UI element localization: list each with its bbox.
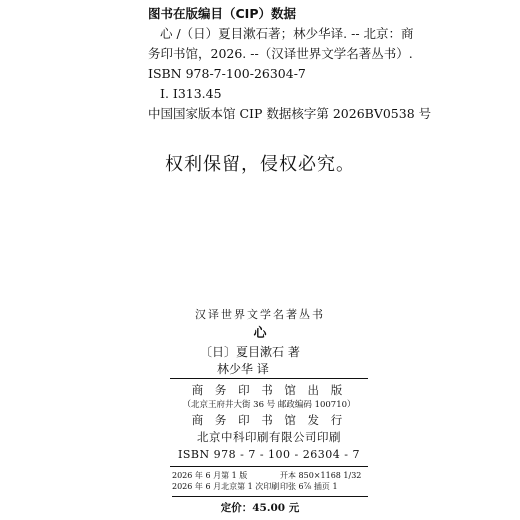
cip-title: 图书在版编目（CIP）数据 [148, 6, 296, 21]
price-line: 定价：45.00 元 [220, 502, 300, 514]
publisher-line: 商 务 印 书 馆 出 版 [191, 383, 347, 397]
author-line: 〔日〕夏目漱石 著 [200, 345, 300, 359]
printing-line: 2026 年 6 月北京第 1 次印刷 [172, 482, 280, 491]
book-title: 心 [253, 326, 267, 341]
cip-line-2: 务印书馆，2026. --（汉译世界文学名著丛书）. [148, 46, 413, 61]
imprint-box [170, 378, 368, 467]
cip-line-5: 中国国家版本馆 CIP 数据核字第 2026BV0538 号 [148, 106, 432, 121]
distributor-line: 商 务 印 书 馆 发 行 [191, 413, 347, 427]
sheets-line: 印张 6⅞ 插页 1 [280, 482, 338, 491]
edition-info-left [172, 470, 279, 492]
address-line: （北京王府井大街 36 号 邮政编码 100710） [182, 400, 356, 410]
isbn-line: ISBN 978 - 7 - 100 - 26304 - 7 [178, 448, 360, 461]
series-name: 汉译世界文学名著丛书 [195, 308, 325, 321]
cip-line-1: 心 /（日）夏目漱石著；林少华译. -- 北京：商 [160, 26, 414, 41]
cip-line-3: ISBN 978-7-100-26304-7 [148, 66, 306, 81]
cip-line-4: I. I313.45 [160, 86, 222, 101]
price-divider [172, 496, 368, 497]
rights-reserved-notice: 权利保留，侵权必究。 [165, 154, 355, 175]
edition-line: 2026 年 6 月第 1 版 [172, 471, 248, 480]
printer-line: 北京中科印刷有限公司印刷 [197, 430, 341, 444]
edition-info-right [280, 470, 361, 492]
cip-block [148, 4, 508, 124]
format-line: 开本 850×1168 1/32 [280, 471, 362, 480]
author-block [200, 344, 300, 378]
translator-line: 林少华 译 [217, 362, 269, 376]
